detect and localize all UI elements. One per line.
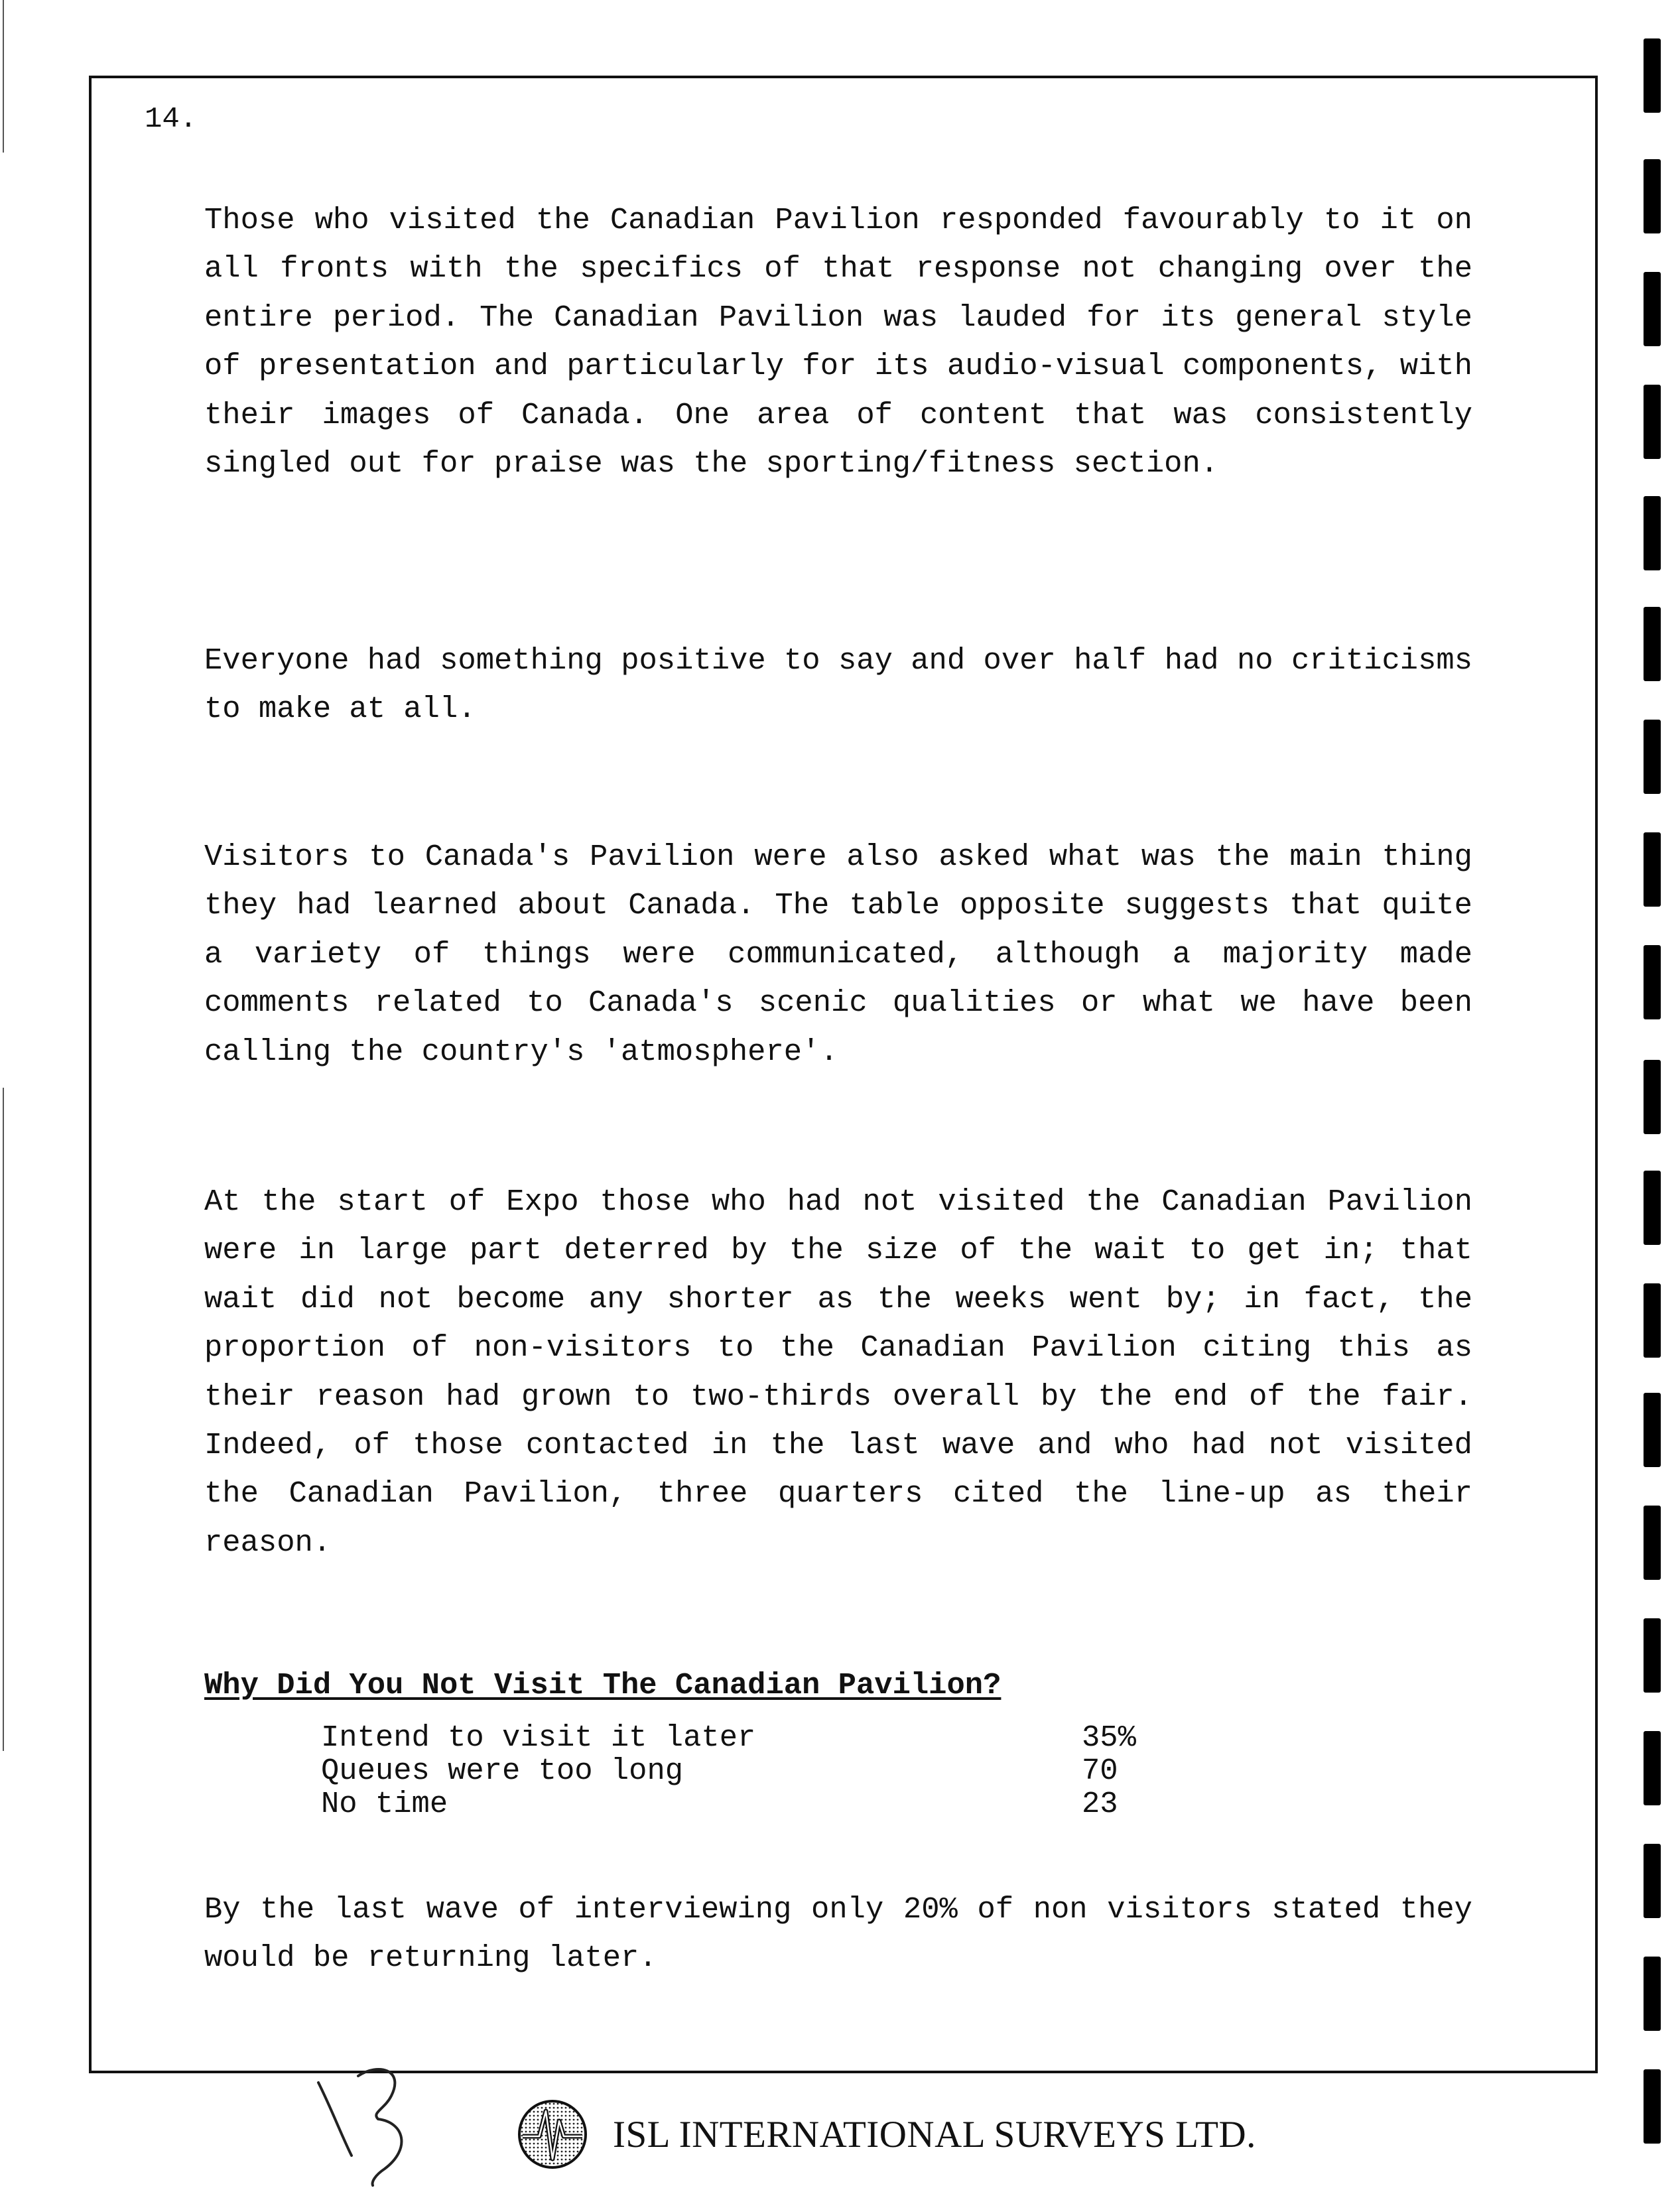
binding-hole [1644,1957,1661,2031]
binding-hole [1644,496,1661,570]
footer [516,2101,1256,2167]
row-label: Intend to visit it later [321,1720,756,1755]
paragraph-learned-about-canada: Visitors to Canada's Pavilion were also asked what was the main thing they had learned about Canada. The table opposite suggests that quite a variety of things were communicated, although a majority made comments related to Canada's scenic qualities or what we have been calling the country's 'atmosphere'. [204,840,1472,1069]
page-number: 14. [145,103,198,136]
binding-hole [1644,385,1661,459]
left-margin-line [3,0,4,153]
binding-hole [1644,38,1661,113]
isl-globe-logo-icon [516,2098,589,2171]
binding-hole [1644,1844,1661,1918]
left-margin-line [3,1088,4,1751]
row-value: 70 [1082,1754,1118,1788]
binding-hole [1644,272,1661,346]
paragraph-non-visitors: At the start of Expo those who had not visited the Canadian Pavilion were in large part deterred by the size of the wait to get in; that wait did not become any shorter as the weeks went by; in fact, the proportion of non-visitors to the Canadian Pavilion citing this as their reason had grown to two-thirds overall by the end of the fair. Indeed, of those contacted in the last wave and who had not visited the Canadian Pavilion, three quarters cited the line-up as their reason. [204,1185,1472,1560]
binding-hole [1644,1506,1661,1580]
binding-hole [1644,159,1661,233]
table-row [321,1787,1183,1821]
table-row [321,1721,1183,1754]
reasons-table [321,1721,1183,1821]
paragraph-positive-feedback: Everyone had something positive to say and over half had no criticisms to make at all. [204,643,1472,727]
paragraph-pavilion-response: Those who visited the Canadian Pavilion responded favourably to it on all fronts with the specifics of that response not changing over the entire period. The Canadian Pavilion was lauded for its general style of presentation and particularly for its audio-visual components, with their images of Canada. One area of content that was consistently singled out for praise was the sporting/fitness section. [204,203,1472,482]
footer-company-name: ISL INTERNATIONAL SURVEYS LTD. [613,2113,1256,2156]
binding-hole [1644,1618,1661,1693]
binding-hole [1644,607,1661,681]
binding-hole [1644,1393,1661,1467]
binding-hole [1644,945,1661,1019]
row-value: 23 [1082,1787,1118,1821]
table-row [321,1754,1183,1787]
binding-holes [1644,0,1663,2194]
binding-hole [1644,832,1661,907]
binding-hole [1644,2069,1661,2144]
binding-hole [1644,1171,1661,1245]
row-label: Queues were too long [321,1754,684,1788]
binding-hole [1644,1731,1661,1805]
row-label: No time [321,1787,448,1821]
paragraph-returning-later: By the last wave of interviewing only 20% of non visitors stated they would be returning later. [204,1892,1472,1976]
binding-hole [1644,1283,1661,1358]
binding-hole [1644,720,1661,794]
binding-hole [1644,1060,1661,1134]
row-value: 35% [1082,1720,1136,1755]
handwritten-page-mark [312,2056,444,2189]
reasons-table-title: Why Did You Not Visit The Canadian Pavilion? [204,1668,1002,1703]
